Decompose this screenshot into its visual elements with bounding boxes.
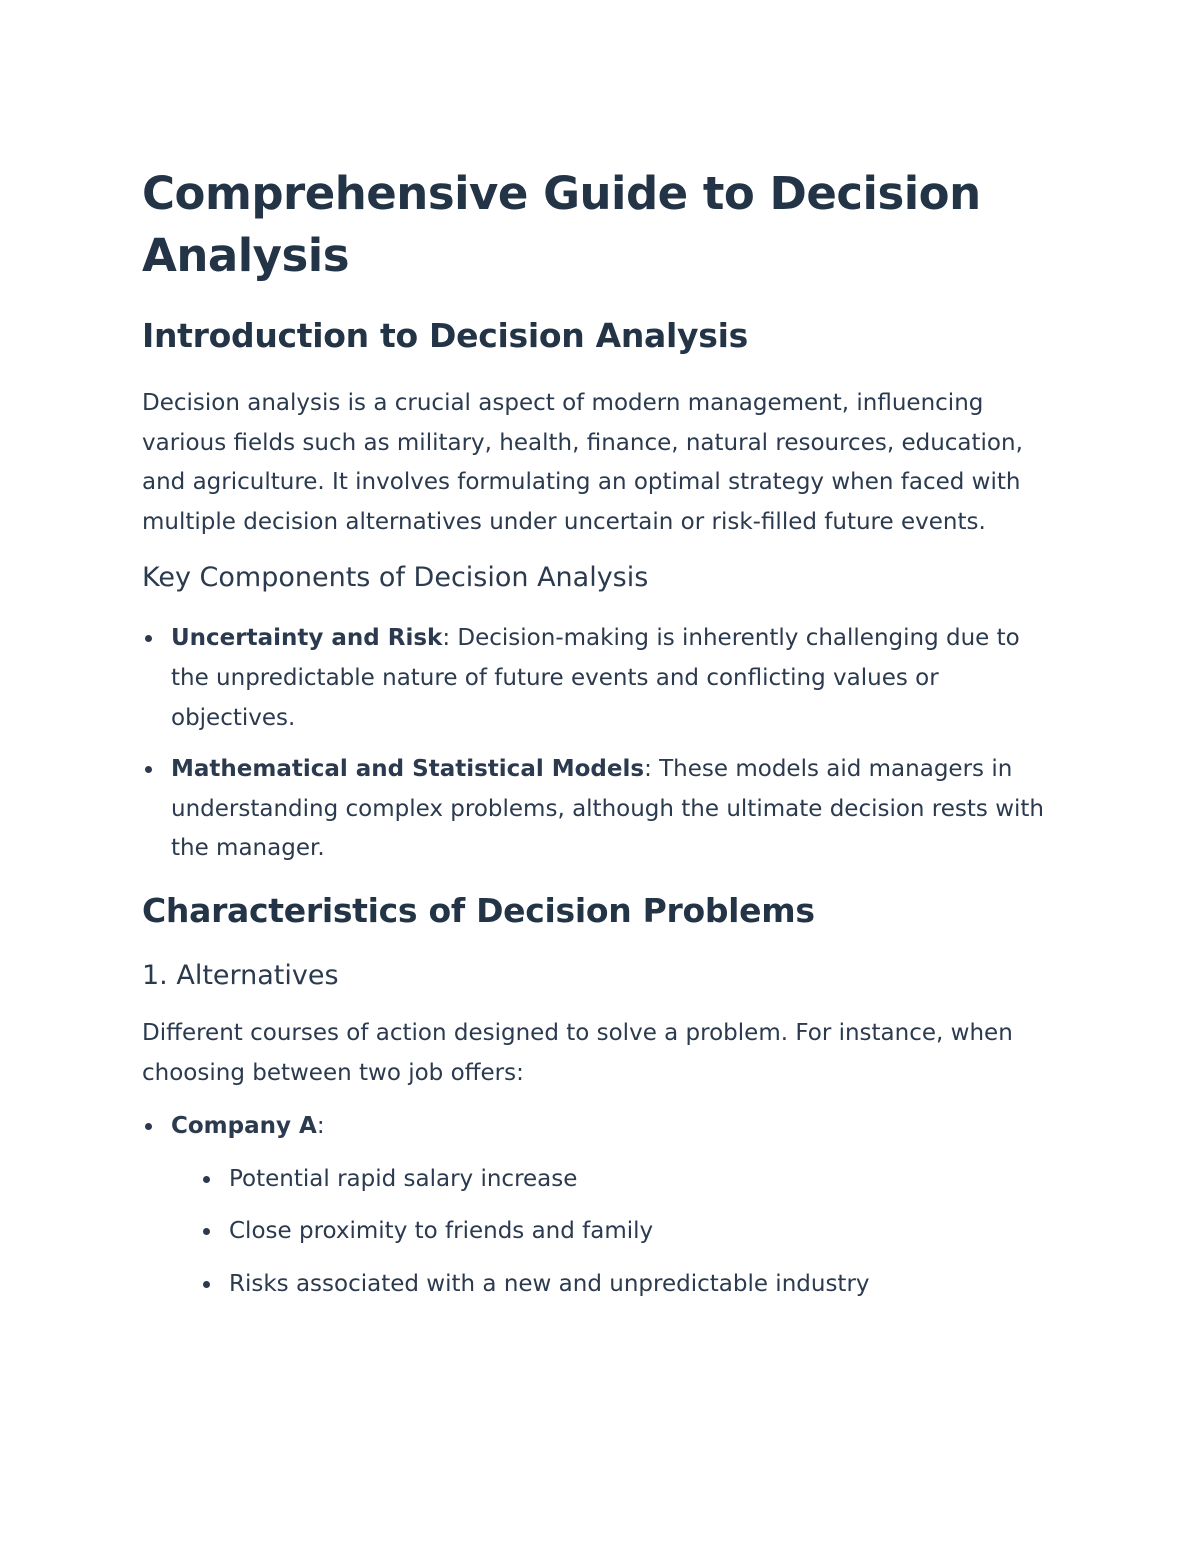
key-components-heading: Key Components of Decision Analysis	[142, 562, 649, 594]
alternatives-paragraph: Different courses of action designed to solve a problem. For instance, when choosing between two job offers:	[142, 1019, 1013, 1086]
list-item-term: Company A	[171, 1113, 317, 1140]
document-title: Comprehensive Guide to Decision Analysis	[142, 167, 981, 282]
list-item-text: Close proximity to friends and family	[229, 1218, 654, 1245]
company-a-points	[200, 1160, 1060, 1305]
bullet-icon	[203, 1228, 210, 1235]
list-item	[200, 1160, 1060, 1200]
list-item-text: : These models aid managers in understanding complex problems, although the ultimate decision rests with the manager.	[171, 756, 1045, 862]
alternatives-heading: 1. Alternatives	[142, 959, 339, 991]
alternatives-list	[142, 1107, 1060, 1304]
list-item	[142, 1107, 1060, 1304]
list-item	[142, 619, 1060, 738]
list-item-term: Mathematical and Statistical Models	[171, 756, 645, 783]
bullet-icon	[203, 1176, 210, 1183]
list-item-term: Uncertainty and Risk	[171, 625, 443, 652]
bullet-icon	[145, 766, 152, 773]
intro-paragraph: Decision analysis is a crucial aspect of modern management, influencing various fields such as military, health, finance, natural resources, education, and agriculture. It involves formulating an optimal strategy when faced with multiple decision alternatives under uncertain or risk-filled future events.	[142, 390, 1023, 535]
list-item	[142, 750, 1060, 869]
list-item	[200, 1265, 1060, 1305]
list-item-text: Potential rapid salary increase	[229, 1165, 578, 1192]
key-components-list	[142, 619, 1060, 869]
bullet-icon	[203, 1281, 210, 1288]
bullet-icon	[145, 1123, 152, 1130]
list-item-text: :	[316, 1113, 325, 1140]
intro-heading: Introduction to Decision Analysis	[142, 316, 748, 355]
list-item	[200, 1212, 1060, 1252]
bullet-icon	[145, 635, 152, 642]
list-item-text: Risks associated with a new and unpredictable industry	[229, 1270, 870, 1297]
list-item-text: : Decision-making is inherently challenging due to the unpredictable nature of future events and conflicting values or objectives.	[171, 625, 1020, 731]
characteristics-heading: Characteristics of Decision Problems	[142, 890, 815, 930]
